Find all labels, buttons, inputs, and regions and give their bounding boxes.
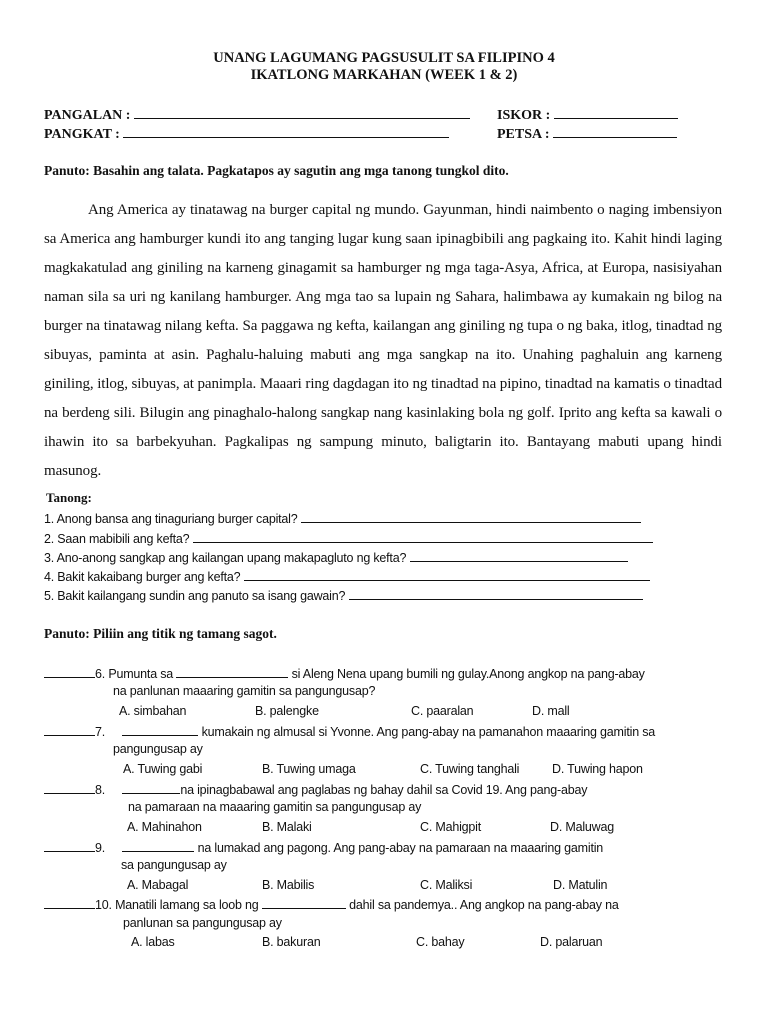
item-6-text-pre: Pumunta sa <box>108 667 174 681</box>
item-10-choice-a[interactable]: A. labas <box>131 935 175 949</box>
question-4 <box>44 568 650 584</box>
name-blank[interactable] <box>134 106 470 119</box>
part2-instruction: Panuto: Piliin ang titik ng tamang sagot. <box>44 626 277 641</box>
reading-paragraph: Ang America ay tinatawag na burger capital ng mundo. Gayunman, hindi naimbento o naging imbensiyon sa America ang hamburger kundi ito ang tanging lugar kung saan ipinagbibili ang pagkaing ito. Kahit hindi laging magkakatulad ang giniling na karneng ginagamit sa hamburger ng mga taga-Asya, Africa, at Europa, nasisiyahan naman sila sa uri ng kanilang hamburger. Ang mga tao sa lupain ng Sahara, halimbawa ay kumakain ng bilog na burger na tinatawag nilang kefta. Sa paggawa ng kefta, kailangan ang giniling ng tupa o ng baka, itlog, tinadtad ng sibuyas, paminta at asin. Paghalu-haluing mabuti ang mga sangkap na ito. Unahing paghaluin ang karneng giniling, itlog, sibuyas, at panimpla. Maaari ring dagdagan ito ng tinadtad na pipino, tinadtad na kamatis o tinadtad na berdeng sili. Bilugin ang pinaghalo-halong sangkap nang kasinlaking bola ng golf. Iprito ang kefta sa kawali o ihawin ito sa barbekyuhan. Pagkalipas ng sampung minuto, baligtarin ito. Bantayang mabuti upang hindi masunog. <box>44 202 722 479</box>
item-8-choice-d[interactable]: D. Maluwag <box>550 820 614 834</box>
item-10-choice-b[interactable]: B. bakuran <box>262 935 321 949</box>
item-6-fill-blank[interactable] <box>176 665 288 678</box>
item-6-number: 6. <box>95 667 106 681</box>
item-7-text-post: kumakain ng almusal si Yvonne. Ang pang-abay na pamanahon maaaring gamitin sa <box>201 725 656 739</box>
item-6-choice-b[interactable]: B. palengke <box>255 704 319 718</box>
item-10-line2: panlunan sa pangungusap ay <box>123 916 282 930</box>
name-label: PANGALAN : <box>44 108 131 123</box>
answer-1-blank[interactable] <box>301 510 641 523</box>
item-6-line2: na panlunan maaaring gamitin sa pangungusap? <box>113 684 376 698</box>
item-6-choice-a[interactable]: A. simbahan <box>119 704 187 718</box>
item-8-number: 8. <box>95 783 106 797</box>
answer-5-blank[interactable] <box>349 587 643 600</box>
item-10-text-post: dahil sa pandemya.. Ang angkop na pang-abay na <box>349 898 619 912</box>
score-field <box>497 106 678 124</box>
question-1 <box>44 510 641 526</box>
item-8-line2: na pamaraan na maaaring gamitin sa pangungusap ay <box>128 800 422 814</box>
item-7-line2: pangungusap ay <box>113 742 203 756</box>
item-7-number: 7. <box>95 725 106 739</box>
exam-subtitle: IKATLONG MARKAHAN (WEEK 1 & 2) <box>250 67 518 83</box>
date-field <box>497 125 677 143</box>
item-7 <box>44 723 655 739</box>
question-3 <box>44 549 628 565</box>
item-6-choice-d[interactable]: D. mall <box>532 704 570 718</box>
exam-title: UNANG LAGUMANG PAGSUSULIT SA FILIPINO 4 <box>213 50 555 66</box>
date-label: PETSA : <box>497 127 550 142</box>
item-6-choice-c[interactable]: C. paaralan <box>411 704 474 718</box>
item-10 <box>44 896 619 912</box>
item-8-answer-blank[interactable] <box>44 781 95 794</box>
answer-3-blank[interactable] <box>410 549 628 562</box>
date-blank[interactable] <box>553 125 677 138</box>
answer-2-blank[interactable] <box>193 530 653 543</box>
name-field <box>44 106 470 124</box>
item-9-choice-d[interactable]: D. Matulin <box>553 878 608 892</box>
item-7-choice-b[interactable]: B. Tuwing umaga <box>262 762 356 776</box>
item-7-answer-blank[interactable] <box>44 723 95 736</box>
item-8-choice-c[interactable]: C. Mahigpit <box>420 820 482 834</box>
item-9-fill-blank[interactable] <box>122 839 194 852</box>
item-9 <box>44 839 603 855</box>
item-8-fill-blank[interactable] <box>122 781 180 794</box>
item-10-choice-c[interactable]: C. bahay <box>416 935 465 949</box>
question-2-text: 2. Saan mabibili ang kefta? <box>44 532 190 546</box>
item-7-choice-a[interactable]: A. Tuwing gabi <box>123 762 203 776</box>
section-blank[interactable] <box>123 125 449 138</box>
item-6-text-post: si Aleng Nena upang bumili ng gulay.Anong angkop na pang-abay <box>291 667 645 681</box>
question-2 <box>44 530 653 546</box>
item-6 <box>44 665 645 681</box>
item-7-choice-d[interactable]: D. Tuwing hapon <box>552 762 643 776</box>
item-9-answer-blank[interactable] <box>44 839 95 852</box>
score-blank[interactable] <box>554 106 678 119</box>
item-10-number: 10. <box>95 898 112 912</box>
item-9-text-post: na lumakad ang pagong. Ang pang-abay na pamaraan na maaaring gamitin <box>197 841 604 855</box>
item-9-choice-c[interactable]: C. Maliksi <box>420 878 473 892</box>
questions-heading: Tanong: <box>46 490 92 505</box>
item-8 <box>44 781 587 797</box>
score-label: ISKOR : <box>497 108 551 123</box>
section-field <box>44 125 449 143</box>
question-5-text: 5. Bakit kailangang sundin ang panuto sa isang gawain? <box>44 589 346 603</box>
section-label: PANGKAT : <box>44 127 120 142</box>
item-6-answer-blank[interactable] <box>44 665 95 678</box>
question-1-text: 1. Anong bansa ang tinaguriang burger capital? <box>44 512 298 526</box>
item-8-text-post: na ipinagbabawal ang paglabas ng bahay dahil sa Covid 19. Ang pang-abay <box>180 783 588 797</box>
answer-4-blank[interactable] <box>244 568 650 581</box>
question-3-text: 3. Ano-anong sangkap ang kailangan upang makapagluto ng kefta? <box>44 551 407 565</box>
item-7-choice-c[interactable]: C. Tuwing tanghali <box>420 762 520 776</box>
item-7-fill-blank[interactable] <box>122 723 198 736</box>
item-10-fill-blank[interactable] <box>262 896 346 909</box>
item-8-choice-b[interactable]: B. Malaki <box>262 820 312 834</box>
part1-instruction: Panuto: Basahin ang talata. Pagkatapos ay sagutin ang mga tanong tungkol dito. <box>44 163 509 178</box>
item-10-answer-blank[interactable] <box>44 896 95 909</box>
item-10-text-pre: Manatili lamang sa loob ng <box>115 898 259 912</box>
item-9-line2: sa pangungusap ay <box>121 858 227 872</box>
item-8-choice-a[interactable]: A. Mahinahon <box>127 820 202 834</box>
question-4-text: 4. Bakit kakaibang burger ang kefta? <box>44 570 241 584</box>
item-10-choice-d[interactable]: D. palaruan <box>540 935 603 949</box>
item-9-choice-a[interactable]: A. Mabagal <box>127 878 189 892</box>
item-9-number: 9. <box>95 841 106 855</box>
item-9-choice-b[interactable]: B. Mabilis <box>262 878 315 892</box>
question-5 <box>44 587 643 603</box>
